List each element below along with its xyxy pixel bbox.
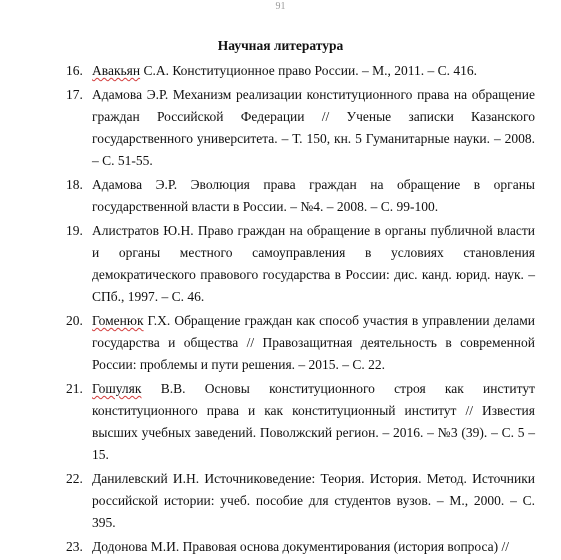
reference-body: С.А. Конституционное право России. – М., 2011. – С. 416. [140,63,477,78]
reference-number: 16. [66,63,83,78]
spellcheck-author: Гоменюк [92,313,144,328]
reference-text: Алистратов Ю.Н. Право граждан на обращение в органы публичной власти и органы местного самоуправления в условиях становления демократического правового государства в России: дис. канд. юрид. наук. – СПб., 1997. – С. 46. [92,223,535,304]
reference-item-21 [0,378,561,466]
reference-number: 22. [66,471,83,486]
reference-item-19 [0,220,561,308]
reference-body: Г.Х. Обращение граждан как способ участия в управлении делами государства и общества // Правозащитная деятельность в современной России: проблемы и пути решения. – 2015. – С. 22. [92,313,535,372]
reference-number: 23. [66,539,83,554]
reference-text [92,60,535,82]
reference-text: Адамова Э.Р. Механизм реализации конституционного права на обращение граждан Российской Федерации // Ученые записки Казанского государственного университета. – Т. 150, кн. 5 Гуманитарные науки. – 2008. – С. 51-55. [92,87,535,168]
reference-text [92,310,535,376]
reference-item-23 [0,536,561,558]
page-number: 91 [275,1,286,12]
reference-item-17 [0,84,561,172]
reference-text: Данилевский И.Н. Источниковедение: Теория. История. Метод. Источники российской истории: учеб. пособие для студентов вузов. – М., 2000. – С. 395. [92,471,535,530]
reference-item-16 [0,60,561,82]
reference-text: Адамова Э.Р. Эволюция права граждан на обращение в органы государственной власти в России. – №4. – 2008. – С. 99-100. [92,177,535,214]
reference-body: В.В. Основы конституционного строя как институт конституционного права и как конституционный институт // Известия высших учебных заведений. Поволжский регион. – 2016. – №3 (39). – С. 5 – 15. [92,381,535,462]
reference-number: 18. [66,177,83,192]
section-title: Научная литература [217,38,344,53]
spellcheck-author: Авакьян [92,63,141,78]
reference-item-22 [0,468,561,534]
reference-number: 19. [66,223,83,238]
reference-text [92,378,535,466]
reference-number: 20. [66,313,83,328]
spellcheck-author: Гошуляк [92,381,142,396]
reference-text: Додонова М.И. Правовая основа документирования (история вопроса) // [92,539,510,554]
reference-list [0,60,561,560]
reference-number: 17. [66,87,83,102]
reference-number: 21. [66,381,83,396]
reference-item-20 [0,310,561,376]
reference-item-18 [0,174,561,218]
